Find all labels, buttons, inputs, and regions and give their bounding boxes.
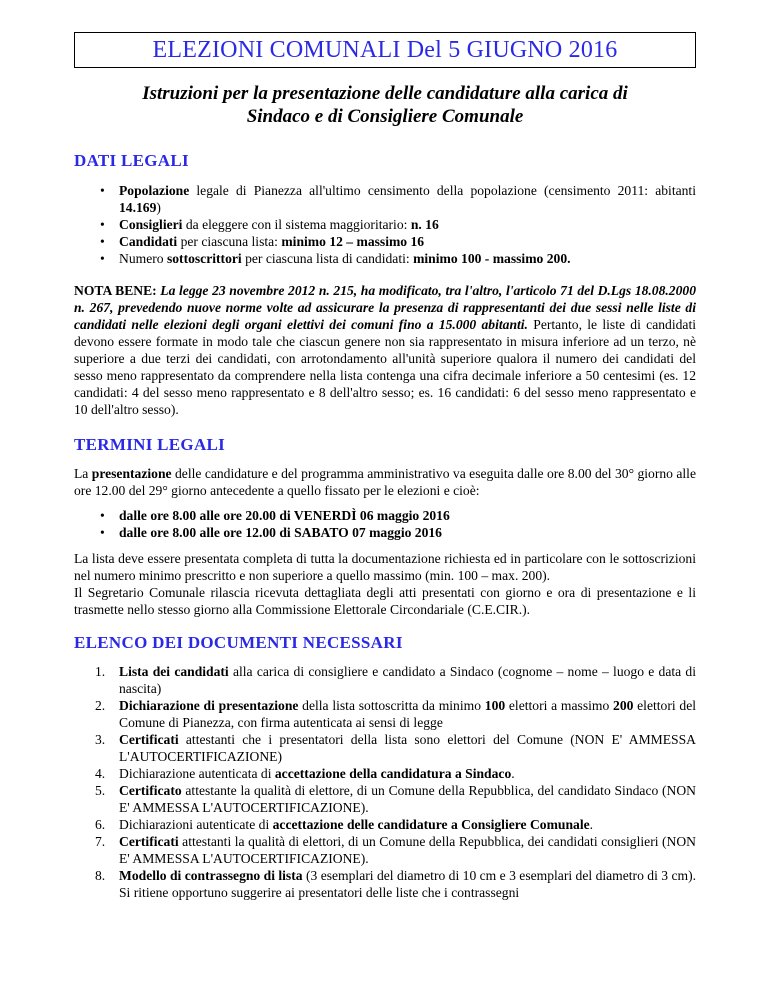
- heading-elenco-documenti: ELENCO DEI DOCUMENTI NECESSARI: [74, 633, 403, 652]
- list-item: • Consiglieri da eleggere con il sistema maggioritario: n. 16: [74, 216, 696, 233]
- list-item: • dalle ore 8.00 alle ore 20.00 di VENERDÌ 06 maggio 2016: [74, 507, 696, 524]
- title-box: [74, 32, 696, 68]
- termini-paragraph-3: Il Segretario Comunale rilascia ricevuta dettagliata degli atti presentati con giorno e ora di presentazione e li trasmette nello stesso giorno alla Commissione Elettorale Circondariale (C.E.CIR.).: [74, 585, 696, 617]
- termini-paragraph-2: La lista deve essere presentata completa di tutta la documentazione richiesta ed in particolare con le sottoscrizioni nel numero minimo prescritto e non superiore a quello massimo (min. 100 – max. 200).: [74, 551, 696, 583]
- nota-bene-paragraph: [74, 282, 696, 418]
- subtitle-line-2: Sindaco e di Consigliere Comunale: [246, 106, 524, 127]
- list-item: 8. Modello di contrassegno di lista (3 esemplari del diametro di 10 cm e 3 esemplari del diametro di 3 cm). Si ritiene opportuno suggerire ai presentatori delle liste che i contrassegni: [95, 868, 696, 900]
- list-item: • Candidati per ciascuna lista: minimo 12 – massimo 16: [74, 233, 696, 250]
- list-item: • Numero sottoscrittori per ciascuna lista di candidati: minimo 100 - massimo 200.: [74, 250, 696, 267]
- list-item: 2. Dichiarazione di presentazione della lista sottoscritta da minimo 100 elettori a massimo 200 elettori del Comune di Pianezza, con firma autenticata ai sensi di legge: [95, 698, 697, 730]
- nota-bene-bold-text: La legge 23 novembre 2012 n. 215, ha modificato, tra l'altro, l'articolo 71 del D.Lgs 18.08.2000 n. 267, prevedendo nuove norme volte ad assicurare la presenza di rappresentanti dei due sessi nelle liste di candidati nelle elezioni degli organi elettivi dei comuni fino a 15.000 abitanti.: [74, 283, 696, 332]
- subtitle-line-1: Istruzioni per la presentazione delle candidature alla carica di: [142, 83, 628, 104]
- list-item: • Popolazione legale di Pianezza all'ultimo censimento della popolazione (censimento 2011: abitanti 14.169): [74, 182, 696, 216]
- heading-dati-legali: DATI LEGALI: [74, 151, 189, 170]
- list-item: 6. Dichiarazioni autenticate di accettazione delle candidature a Consigliere Comunale.: [95, 817, 594, 832]
- list-item: 5. Certificato attestante la qualità di elettore, di un Comune della Repubblica, del candidato Sindaco (NON E' AMMESSA L'AUTOCERTIFICAZIONE).: [95, 783, 696, 815]
- heading-termini-legali: TERMINI LEGALI: [74, 435, 226, 454]
- termini-paragraph: La presentazione delle candidature e del programma amministrativo va eseguita dalle ore 8.00 del 30° giorno alle ore 12.00 del 29° giorno antecedente a quello fissato per le elezioni e cioè:: [74, 466, 696, 498]
- list-item: • dalle ore 8.00 alle ore 12.00 di SABATO 07 maggio 2016: [74, 524, 696, 541]
- list-item: 3. Certificati attestanti che i presentatori della lista sono elettori del Comune (NON E' AMMESSA L'AUTOCERTIFICAZIONE): [95, 732, 696, 764]
- termini-list: [74, 507, 696, 541]
- nota-bene-text: Pertanto, le liste di candidati devono essere formate in modo tale che ciascun genere non sia rappresentato in misura inferiore ad un terzo, nè superiore a due terzi dei candidati, con arrotondamento all'unità superiore qualora il numero dei candidati del sesso meno rappresentato da comprendere nella lista contenga una cifra decimale inferiore a 50 centesimi (es. 12 candidati: 4 del sesso meno rappresentato e 8 dell'altro sesso; es. 16 candidati: 6 del sesso meno rappresentato e 10 dell'altro sesso).: [74, 317, 696, 417]
- list-item: 7. Certificati attestanti la qualità di elettori, di un Comune della Repubblica, dei candidati consiglieri (NON E' AMMESSA L'AUTOCERTIFICAZIONE).: [95, 834, 696, 866]
- list-item: 4. Dichiarazione autenticata di accettazione della candidatura a Sindaco.: [95, 766, 515, 781]
- nota-bene-label: NOTA BENE:: [74, 283, 157, 298]
- dati-legali-list: [74, 182, 696, 267]
- list-item: 1. Lista dei candidati alla carica di consigliere e candidato a Sindaco (cognome – nome – luogo e data di nascita): [95, 664, 696, 696]
- elenco-list: [74, 663, 696, 901]
- subtitle: [74, 82, 696, 128]
- document-page: [74, 32, 696, 901]
- page-title: ELEZIONI COMUNALI Del 5 GIUGNO 2016: [152, 36, 618, 63]
